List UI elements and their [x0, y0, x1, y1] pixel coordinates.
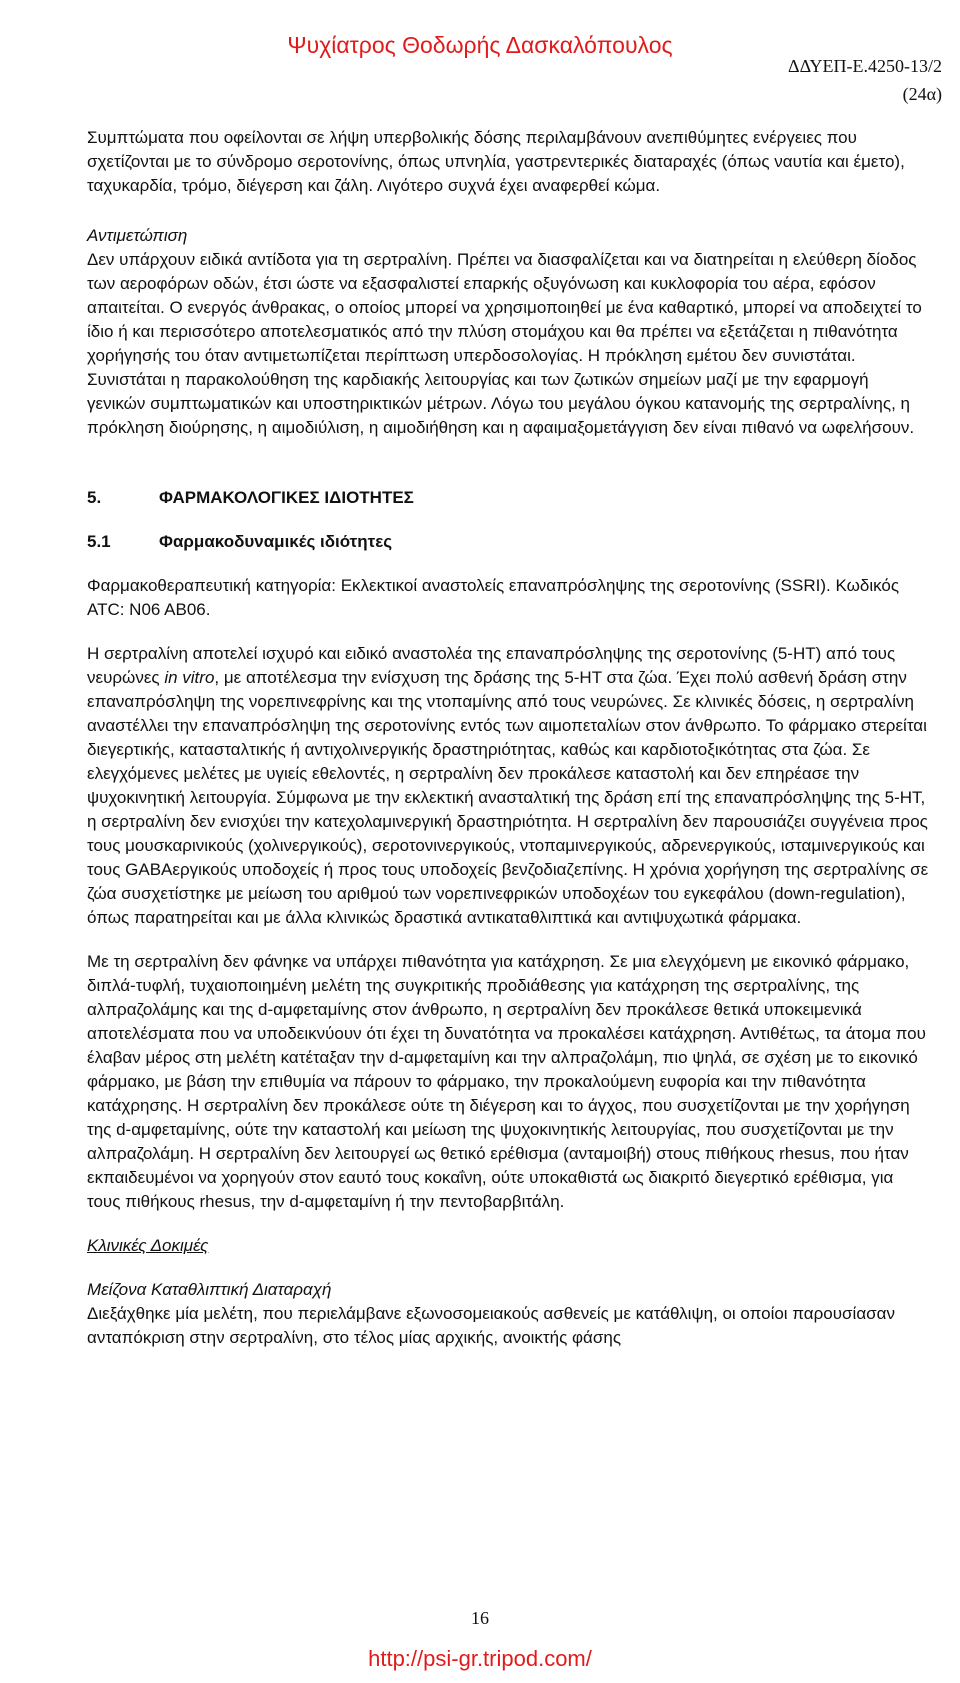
overdose-paragraph: Συμπτώματα που οφείλονται σε λήψη υπερβολικής δόσης περιλαμβάνουν ανεπιθύμητες ενέργειες που σχετίζονται με το σύνδρομο σεροτονίνης, όπως υπνηλία, γαστρεντερικές διαταραχές (όπως ναυτία και έμετο), ταχυκαρδία, τρόμο, διέγερση και ζάλη. Λιγότερο συχνά έχει αναφερθεί κώμα. [87, 128, 905, 195]
document-reference-code: ΔΔΥΕΠ-Ε.4250-13/2 [788, 56, 942, 76]
mdd-heading: Μείζονα Καταθλιπτική Διαταραχή [87, 1280, 332, 1299]
document-reference [788, 52, 942, 108]
mdd-paragraph: Διεξάχθηκε μία μελέτη, που περιελάμβανε εξωνοσομειακούς ασθενείς με κατάθλιψη, οι οποίοι παρουσίασαν ανταπόκριση στην σερτραλίνη, στο τέλος μίας αρχικής, ανοικτής φάσης [87, 1304, 895, 1347]
section-5-number: 5. [87, 488, 102, 507]
body-text [87, 126, 929, 1350]
in-vitro-term: in vitro [164, 668, 215, 687]
clinical-trials-heading: Κλινικές Δοκιμές [87, 1236, 209, 1255]
pharmacodynamics-text-2: , με αποτέλεσμα την ενίσχυση της δράσης της 5-HT στα ζώα. Έχει πολύ ασθενή δράση στην επαναπρόσληψη της νορεπινεφρίνης και της ντοπαμίνης από τους νευρώνες. Σε κλινικές δόσεις, η σερτραλίνη αναστέλλει την επαναπρόσληψη της σεροτονίνης εντός των αιμοπεταλίων στον άνθρωπο. Το φάρμακο στερείται διεγερτικής, κατασταλτικής ή αντιχολινεργικής δραστηριότητας, καθώς και καρδιοτοξικότητας στα ζώα. Σε ελεγχόμενες μελέτες με υγιείς εθελοντές, η σερτραλίνη δεν προκάλεσε καταστολή και δεν επηρέασε την ψυχοκινητική λειτουργία. Σύμφωνα με την εκλεκτική ανασταλτική της δράση επί της επαναπρόσληψης της 5-HT, η σερτραλίνη δεν ενισχύει την κατεχολαμινεργική δραστηριότητα. Η σερτραλίνη δεν παρουσιάζει συγγένεια προς τους μουσκαρινικούς (χολινεργικούς), σεροτονινεργικούς, ντοπαμινεργικούς, αδρενεργικούς, ισταμινεργικούς και τους GABAεργικούς υποδοχείς ή προς τους υποδοχείς βενζοδιαζεπίνης. Η χρόνια χορήγηση της σερτραλίνης σε ζώα συσχετίστηκε με μείωση του αριθμού των νορεπινεφρικών υποδοχέων του εγκεφάλου (down-regulation), όπως παρατηρείται και με άλλα κλινικώς δραστικά αντικαταθλιπτικά και αντιψυχωτικά φάρμακα. [87, 668, 929, 927]
section-5-1-title: Φαρμακοδυναμικές ιδιότητες [159, 532, 393, 551]
section-5-heading [87, 486, 929, 510]
document-reference-sub: (24α) [902, 84, 942, 104]
pharmacodynamics-text-1: Η σερτραλίνη αποτελεί ισχυρό και ειδικό αναστολέα της επαναπρόσληψης της σεροτονίνης (5-HT) από τους νευρώνες [87, 644, 896, 687]
abuse-paragraph: Με τη σερτραλίνη δεν φάνηκε να υπάρχει πιθανότητα για κατάχρηση. Σε μια ελεγχόμενη με εικονικό φάρμακο, διπλά-τυφλή, τυχαιοποιημένη μελέτη της συγκριτικής προδιάθεσης για κατάχρηση της σερτραλίνης, της αλπραζολάμης και της d-αμφεταμίνης στον άνθρωπο, η σερτραλίνη δεν προκάλεσε θετικά υποκειμενικά αποτελέσματα που να υποδεικνύουν ότι έχει τη δυνατότητα να προκαλέσει κατάχρηση. Αντιθέτως, τα άτομα που έλαβαν μέρος στη μελέτη κατέταξαν την d-αμφεταμίνη και την αλπραζολάμη, πιο ψηλά, σε σχέση με το εικονικό φάρμακο, με βάση την επιθυμία να πάρουν το φάρμακο, την προκαλούμενη ευφορία και την πιθανότητα κατάχρησης. Η σερτραλίνη δεν προκάλεσε ούτε τη διέγερση και το άγχος, που συσχετίζονται με την χορήγηση της d-αμφεταμίνης, ούτε την καταστολή και μείωση της ψυχοκινητικής λειτουργίας, που συσχετίζονται με την αλπραζολάμη. Η σερτραλίνη δεν λειτουργεί ως θετικό ερέθισμα (ανταμοιβή) στους πιθήκους rhesus, που ήταν εκπαιδευμένοι να χορηγούν στον εαυτό τους κοκαΐνη, ούτε υποκαθιστά ως διακριτό διεγερτικό ερέθισμα, για τους πιθήκους rhesus, την d-αμφεταμίνη ή την πεντοβαρβιτάλη. [87, 952, 926, 1211]
header-title: Ψυχίατρος Θοδωρής Δασκαλόπουλος [287, 32, 673, 58]
page-number: 16 [471, 1608, 489, 1628]
section-5-1-number: 5.1 [87, 532, 111, 551]
management-paragraph: Δεν υπάρχουν ειδικά αντίδοτα για τη σερτραλίνη. Πρέπει να διασφαλίζεται και να διατηρείται η ελεύθερη δίοδος των αεροφόρων οδών, έτσι ώστε να εξασφαλιστεί επαρκής οξυγόνωση και κυκλοφορία του αέρα, εφόσον απαιτείται. Ο ενεργός άνθρακας, ο οποίος μπορεί να χρησιμοποιηθεί με ένα καθαρτικό, μπορεί να αποδειχτεί το ίδιο ή και περισσότερο αποτελεσματικός από την πλύση στομάχου και θα πρέπει να εξετάζεται η πιθανότητα χορήγησής του όταν αντιμετωπίζεται περίπτωση υπερδοσολογίας. Η πρόκληση εμέτου δεν συνιστάται. Συνιστάται η παρακολούθηση της καρδιακής λειτουργίας και των ζωτικών σημείων μαζί με την εφαρμογή γενικών συμπτωματικών και υποστηρικτικών μέτρων. Λόγω του μεγάλου όγκου κατανομής της σερτραλίνης, η πρόκληση διούρησης, η αιμοδιύλιση, η αιμοδιήθηση και η αφαιμαξομετάγγιση δεν είναι πιθανό να ωφελήσουν. [87, 250, 922, 437]
atc-paragraph: Φαρμακοθεραπευτική κατηγορία: Εκλεκτικοί αναστολείς επαναπρόσληψης της σεροτονίνης (SSRI). Κωδικός ATC: N06 AB06. [87, 576, 900, 619]
section-5-1-heading [87, 530, 929, 554]
management-heading: Αντιμετώπιση [87, 226, 188, 245]
pharmacodynamics-paragraph [87, 642, 929, 930]
footer-url-link[interactable]: http://psi-gr.tripod.com/ [368, 1646, 592, 1671]
section-5-title: ΦΑΡΜΑΚΟΛΟΓΙΚΕΣ ΙΔΙΟΤΗΤΕΣ [159, 488, 414, 507]
